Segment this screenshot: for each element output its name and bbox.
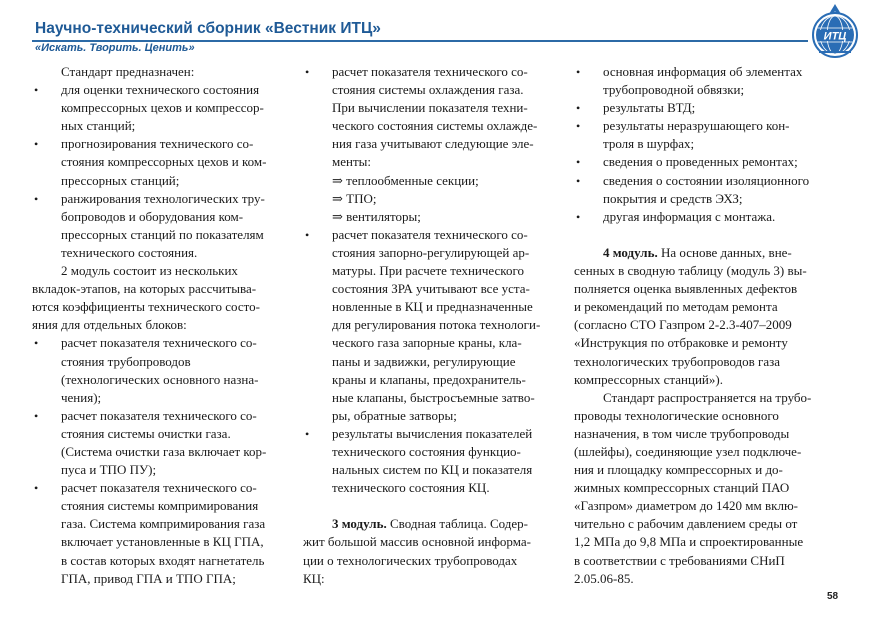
paragraph-line: пуса и ТПО ПУ); [61,462,157,478]
paragraph-line: стояния системы компримирования [61,498,259,514]
paragraph-line: стояния запорно-регулирующей ар- [332,244,530,260]
bullet-item: • сведения о состоянии изоляционного [574,172,832,190]
paragraph-line: КЦ: [303,570,325,586]
paragraph-line: чения); [61,389,102,405]
bullet-item: • результаты неразрушающего кон- [574,117,832,135]
bullet-item: • результаты ВТД; [574,99,832,117]
module-4-paragraph [574,244,832,262]
paragraph-line: (технологических основного назна- [61,371,259,387]
paragraph-line: для регулирования потока технологи- [332,317,541,333]
bullet-item: • расчет показателя технического со- [32,334,294,352]
paragraph-line: бопроводов и оборудования ком- [61,208,244,224]
paragraph-line: менты: [332,154,371,170]
paragraph-line: технологических трубопроводов газа [574,353,781,369]
bullet-item: • сведения о проведенных ремонтах; [574,153,832,171]
paragraph-line: (Система очистки газа включает кор- [61,443,267,459]
itc-logo-icon [805,2,865,60]
paragraph-line: ции о технологических трубопроводах [303,552,518,568]
paragraph-line: покрытия и средств ЭХЗ; [603,190,743,206]
bullet-item: • расчет показателя технического со- [32,479,294,497]
sub-item: ⇒ вентиляторы; [332,208,421,224]
paragraph-line: ных станций; [61,118,136,134]
sub-item: ⇒ теплообменные секции; [332,172,479,188]
paragraph-line: в соответствии с требованиями СНиП [574,552,785,568]
paragraph-line: новленные в КЦ и предназначенные [332,299,533,315]
paragraph-line: состояния ЗРА учитывают все уста- [332,281,530,297]
paragraph-line: Сводная таблица. Содер- [386,516,528,532]
paragraph-line: 2 модуль состоит из нескольких [61,263,238,279]
paragraph-line: вкладок-этапов, на которых рассчитыва- [32,281,257,297]
paragraph-line: матуры. При расчете технического [332,263,524,279]
paragraph-line: «Газпром» диаметром до 1420 мм вклю- [574,498,798,514]
bullet-item: • расчет показателя технического со- [303,226,565,244]
sub-item: ⇒ ТПО; [332,190,377,206]
paragraph-line: и рекомендаций по методам ремонта [574,299,778,315]
paragraph-line: При вычислении показателя техни- [332,100,528,116]
paragraph-line: троля в шурфах; [603,136,695,152]
paragraph-line: стояния трубопроводов [61,353,191,369]
paragraph-line: трубопроводной обвязки; [603,82,745,98]
bullet-item: • ранжирования технологических тру- [32,190,294,208]
paragraph-line: ния и площадку компрессорных и до- [574,462,783,478]
paragraph-line: ные клапаны, быстросъемные затво- [332,389,535,405]
text-column-3 [574,63,832,588]
paragraph-line: ческого газа запорные краны, кла- [332,335,522,351]
bullet-item: • расчет показателя технического со- [303,63,565,81]
paragraph-line: компрессорных цехов и компрессор- [61,100,264,116]
paragraph-line: технического состояния КЦ. [332,480,490,496]
paragraph-line: прессорных станций по показателям [61,226,264,242]
paragraph-line: ния газа учитывают следующие эле- [332,136,534,152]
module-4-heading: 4 модуль. [603,244,658,260]
module-3-paragraph [303,515,565,533]
page-number: 58 [827,591,839,602]
paragraph-line: Стандарт предназначен: [61,64,195,79]
journal-title: Научно-технический сборник «Вестник ИТЦ» [35,20,381,37]
paragraph-line: стояния системы очистки газа. [61,425,231,441]
paragraph-line: стояния системы охлаждения газа. [332,82,524,98]
paragraph-line: чительно с рабочим давлением среды от [574,516,798,532]
paragraph-line: технического состояния. [61,244,198,260]
paragraph-line: жимных компрессорных станций ПАО [574,480,790,496]
bullet-item: • для оценки технического состояния [32,81,294,99]
text-column-1 [32,63,294,588]
paragraph-line: яния для отдельных блоков: [32,317,187,333]
paragraph-line: сенных в сводную таблицу (модуль 3) вы- [574,263,807,279]
paragraph-line: 1,2 МПа до 9,8 МПа и спроектированные [574,534,804,550]
text-column-2 [303,63,565,588]
bullet-item: • основная информация об элементах [574,63,832,81]
paragraph-line: На основе данных, вне- [657,244,792,260]
bullet-item: • другая информация с монтажа. [574,208,832,226]
paragraph-line: (шлейфы), соединяющие узел подключе- [574,443,802,459]
paragraph-line: 2.05.06-85. [574,570,634,586]
paragraph-line: краны и клапаны, предохранитель- [332,371,526,387]
bullet-item: • прогнозирования технического со- [32,135,294,153]
paragraph-line: в состав которых входят нагнетатель [61,552,265,568]
paragraph-line: технического состояния функцио- [332,443,521,459]
logo-lettering: ИТЦ [823,30,847,43]
paragraph-line: проводы технологические основного [574,407,779,423]
paragraph-line: ются коэффициенты технического состо- [32,299,260,315]
paragraph-line: Стандарт распространяется на трубо- [603,389,812,405]
paragraph-line: жит большой массив основной информа- [303,534,531,550]
paragraph-line: ческого состояния системы охлажде- [332,118,538,134]
paragraph-line: компрессорных станций»). [574,371,723,387]
paragraph-line: стояния компрессорных цехов и ком- [61,154,267,170]
paragraph-line: ры, обратные затворы; [332,407,457,423]
paragraph-line: назначения, в том числе трубопроводы [574,425,790,441]
paragraph-line: прессорных станций; [61,172,180,188]
paragraph-line: газа. Система компримирования газа [61,516,266,532]
paragraph-line: включает установленные в КЦ ГПА, [61,534,264,550]
paragraph-line: паны и задвижки, регулирующие [332,353,516,369]
bullet-item: • расчет показателя технического со- [32,407,294,425]
paragraph-line: «Инструкция по отбраковке и ремонту [574,335,788,351]
journal-slogan: «Искать. Творить. Ценить» [35,42,195,54]
bullet-item: • результаты вычисления показателей [303,425,565,443]
paragraph-line: ГПА, привод ГПА и ТПО ГПА; [61,570,236,586]
module-3-heading: 3 модуль. [332,516,387,532]
paragraph-line: (согласно СТО Газпром 2-2.3-407–2009 [574,317,792,333]
paragraph-line: нальных систем по КЦ и показателя [332,462,533,478]
page-header [0,0,873,62]
paragraph-line: полняется оценка выявленных дефектов [574,281,798,297]
